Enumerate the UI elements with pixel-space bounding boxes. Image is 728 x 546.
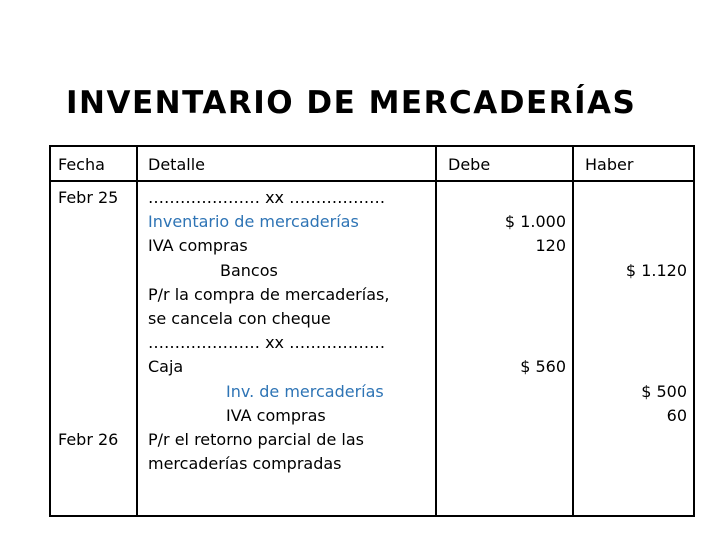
haber-cell bbox=[574, 452, 687, 476]
debe-cell: 120 bbox=[535, 236, 566, 256]
debe-cell bbox=[437, 331, 566, 355]
detalle-line: Inv. de mercaderías bbox=[226, 381, 384, 401]
haber-cell bbox=[574, 283, 687, 307]
debe-cell bbox=[437, 259, 566, 283]
haber-cell bbox=[574, 186, 687, 210]
detalle-line: Inventario de mercaderías bbox=[148, 212, 359, 232]
debe-cell bbox=[437, 380, 566, 404]
detalle-column bbox=[148, 186, 432, 476]
detalle-line: Bancos bbox=[220, 260, 278, 280]
column-header-detalle: Detalle bbox=[148, 155, 205, 174]
detalle-line: ………………… xx ……………… bbox=[148, 333, 386, 353]
fecha-cell: Febr 26 bbox=[58, 429, 119, 449]
detalle-line: P/r la compra de mercaderías, bbox=[148, 284, 390, 304]
detalle-line: mercaderías compradas bbox=[148, 454, 342, 474]
haber-column bbox=[574, 186, 687, 476]
fecha-cell bbox=[58, 234, 134, 258]
column-header-haber: Haber bbox=[585, 155, 634, 174]
detalle-line: IVA compras bbox=[226, 405, 326, 425]
fecha-cell bbox=[58, 452, 134, 476]
haber-cell: 60 bbox=[666, 405, 687, 425]
fecha-cell bbox=[58, 355, 134, 379]
debe-cell bbox=[437, 428, 566, 452]
fecha-cell bbox=[58, 283, 134, 307]
debe-column bbox=[437, 186, 566, 476]
detalle-line: Caja bbox=[148, 357, 184, 377]
column-header-debe: Debe bbox=[448, 155, 491, 174]
column-divider bbox=[136, 147, 138, 515]
fecha-cell bbox=[58, 307, 134, 331]
fecha-cell bbox=[58, 380, 134, 404]
debe-cell bbox=[437, 452, 566, 476]
detalle-line: se cancela con cheque bbox=[148, 308, 331, 328]
haber-cell bbox=[574, 428, 687, 452]
page-title: INVENTARIO DE MERCADERÍAS bbox=[66, 85, 637, 121]
debe-cell bbox=[437, 283, 566, 307]
haber-cell bbox=[574, 331, 687, 355]
haber-cell: $ 500 bbox=[641, 381, 687, 401]
debe-cell bbox=[437, 307, 566, 331]
debe-cell: $ 560 bbox=[520, 357, 566, 377]
fecha-cell: Febr 25 bbox=[58, 188, 119, 207]
debe-cell bbox=[437, 186, 566, 210]
fecha-column bbox=[58, 186, 134, 476]
debe-cell: $ 1.000 bbox=[504, 212, 566, 232]
haber-cell: $ 1.120 bbox=[625, 260, 687, 280]
column-header-fecha: Fecha bbox=[58, 155, 105, 174]
detalle-line: P/r el retorno parcial de las bbox=[148, 429, 364, 449]
fecha-cell bbox=[58, 210, 134, 234]
haber-cell bbox=[574, 210, 687, 234]
ledger-table bbox=[49, 145, 695, 517]
haber-cell bbox=[574, 234, 687, 258]
fecha-cell bbox=[58, 404, 134, 428]
detalle-line: ………………… xx ……………… bbox=[148, 188, 386, 207]
detalle-line: IVA compras bbox=[148, 236, 248, 256]
fecha-cell bbox=[58, 259, 134, 283]
header-divider bbox=[51, 180, 693, 182]
debe-cell bbox=[437, 404, 566, 428]
fecha-cell bbox=[58, 331, 134, 355]
haber-cell bbox=[574, 307, 687, 331]
haber-cell bbox=[574, 355, 687, 379]
